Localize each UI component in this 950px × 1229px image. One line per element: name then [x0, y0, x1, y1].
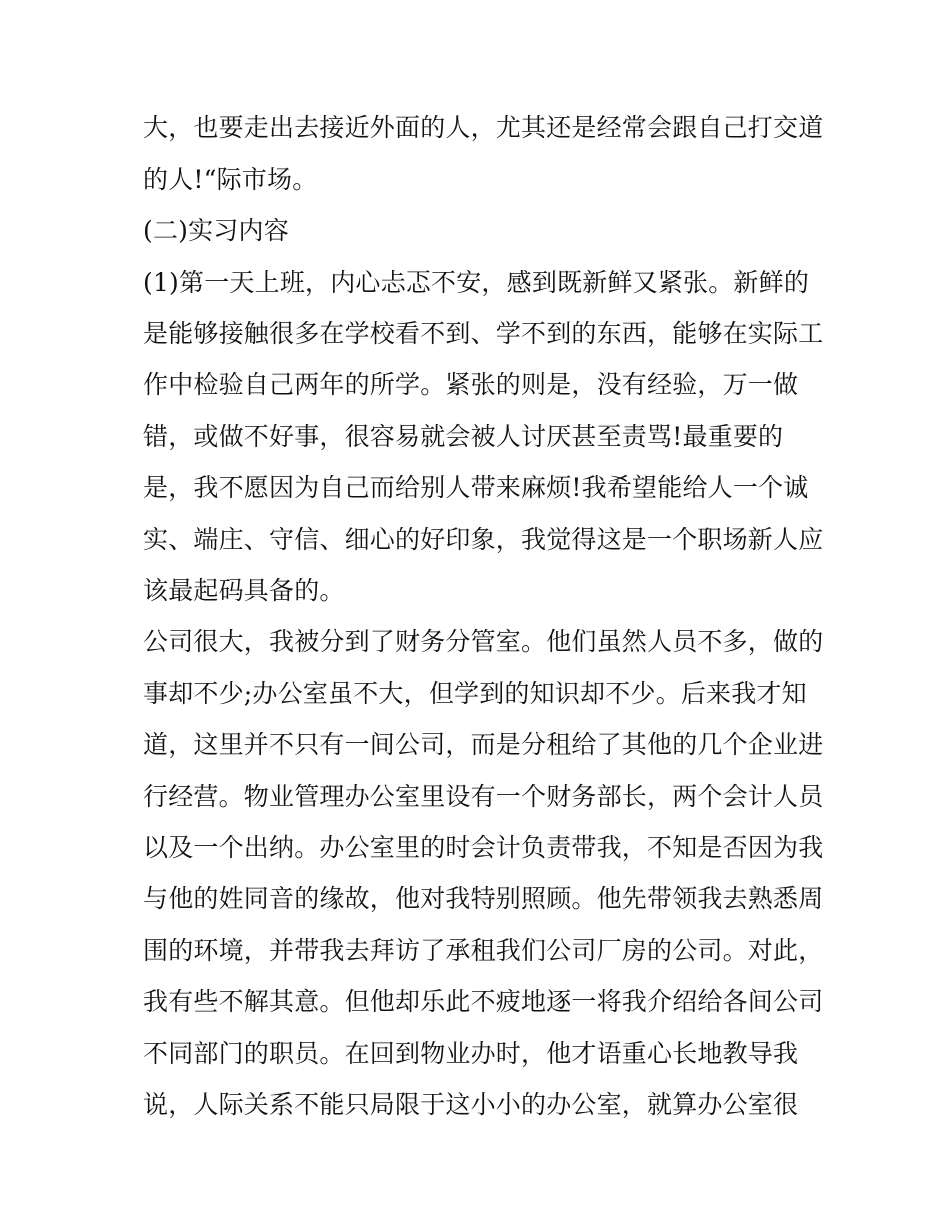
text-line-20: 说，人际关系不能只局限于这小小的办公室，就算办公室很: [143, 1090, 799, 1119]
text-line-9: 实、端庄、守信、细心的好印象，我觉得这是一个职场新人应: [143, 525, 824, 554]
text-line-16: 与他的姓同音的缘故，他对我特别照顾。他先带领我去熟悉周: [143, 884, 824, 913]
text-line-17: 围的环境，并带我去拜访了承租我们公司厂房的公司。对此，: [143, 936, 824, 965]
text-line-2: 的人!“际市场。: [143, 165, 318, 194]
text-line-1: 大，也要走出去接近外面的人，尤其还是经常会跟自己打交道: [143, 113, 824, 142]
text-line-12: 事却不少;办公室虽不大，但学到的知识却不少。后来我才知: [143, 679, 807, 708]
text-line-18: 我有些不解其意。但他却乐此不疲地逐一将我介绍给各间公司: [143, 987, 824, 1016]
text-line-14: 行经营。物业管理办公室里设有一个财务部长，两个会计人员: [143, 782, 824, 811]
text-line-5: 是能够接触很多在学校看不到、学不到的东西，能够在实际工: [143, 319, 824, 348]
text-line-7: 错，或做不好事，很容易就会被人讨厌甚至责骂!最重要的: [143, 422, 784, 451]
text-line-4: (1)第一天上班，内心忐忑不安，感到既新鲜又紧张。新鲜的: [143, 268, 810, 297]
text-line-15: 以及一个出纳。办公室里的时会计负责带我，不知是否因为我: [143, 833, 824, 862]
text-line-8: 是，我不愿因为自己而给别人带来麻烦!我希望能给人一个诚: [143, 473, 809, 502]
text-line-6: 作中检验自己两年的所学。紧张的则是，没有经验，万一做: [143, 370, 799, 399]
text-line-19: 不同部门的职员。在回到物业办时，他才语重心长地教导我: [143, 1039, 799, 1068]
text-line-11: 公司很大，我被分到了财务分管室。他们虽然人员不多，做的: [143, 627, 824, 656]
text-line-13: 道，这里并不只有一间公司，而是分租给了其他的几个企业进: [143, 730, 824, 759]
text-line-10: 该最起码具备的。: [143, 576, 345, 605]
section-heading: (二)实习内容: [143, 216, 289, 245]
